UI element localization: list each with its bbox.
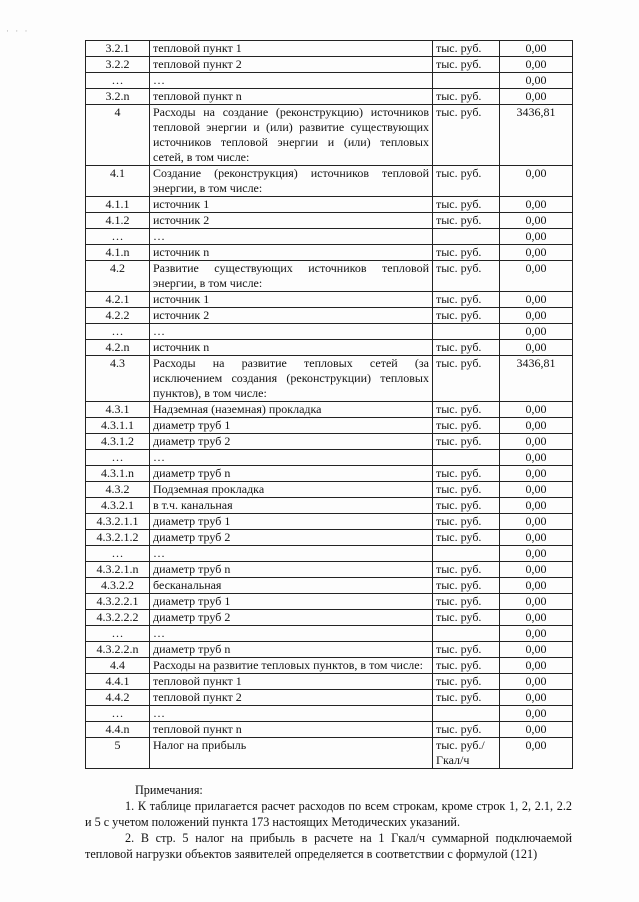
row-value: 0,00 <box>500 578 573 594</box>
row-name: источник n <box>150 245 433 261</box>
table-row <box>86 308 573 324</box>
row-unit: тыс. руб. <box>433 482 500 498</box>
row-value: 0,00 <box>500 229 573 245</box>
table-row <box>86 245 573 261</box>
row-value: 0,00 <box>500 434 573 450</box>
row-value: 0,00 <box>500 308 573 324</box>
note-2: 2. В стр. 5 налог на прибыль в расчете на 1 Гкал/ч суммарной подключаемой тепловой нагрузки объектов заявителей определяется в соответствии с формулой (121) <box>85 831 572 861</box>
row-unit: тыс. руб. <box>433 498 500 514</box>
row-unit: тыс. руб. <box>433 356 500 402</box>
row-value: 0,00 <box>500 57 573 73</box>
row-name: тепловой пункт 2 <box>150 57 433 73</box>
table-row <box>86 594 573 610</box>
row-number: 3.2.1 <box>86 41 150 57</box>
row-name: … <box>150 73 433 89</box>
row-name: диаметр труб 2 <box>150 610 433 626</box>
row-name: диаметр труб 2 <box>150 434 433 450</box>
table-row <box>86 722 573 738</box>
row-number: 4.3.1.n <box>86 466 150 482</box>
table-row <box>86 166 573 197</box>
row-name: … <box>150 706 433 722</box>
row-value: 0,00 <box>500 166 573 197</box>
row-value: 0,00 <box>500 722 573 738</box>
row-unit: тыс. руб. <box>433 578 500 594</box>
table-row <box>86 450 573 466</box>
row-name: Подземная прокладка <box>150 482 433 498</box>
row-value: 0,00 <box>500 658 573 674</box>
row-name: бесканальная <box>150 578 433 594</box>
row-value: 0,00 <box>500 562 573 578</box>
row-number: 3.2.n <box>86 89 150 105</box>
table-row <box>86 261 573 292</box>
row-number: 4.3.1.2 <box>86 434 150 450</box>
row-name: диаметр труб n <box>150 466 433 482</box>
table-row <box>86 402 573 418</box>
row-name: … <box>150 626 433 642</box>
row-number: 5 <box>86 738 150 769</box>
row-unit <box>433 229 500 245</box>
table-row <box>86 706 573 722</box>
row-name: Налог на прибыль <box>150 738 433 769</box>
row-number: … <box>86 229 150 245</box>
row-value: 0,00 <box>500 213 573 229</box>
row-name: Надземная (наземная) прокладка <box>150 402 433 418</box>
row-value: 0,00 <box>500 324 573 340</box>
row-number: 4.4.2 <box>86 690 150 706</box>
row-value: 3436,81 <box>500 356 573 402</box>
row-unit: тыс. руб. <box>433 642 500 658</box>
row-value: 0,00 <box>500 450 573 466</box>
row-value: 0,00 <box>500 498 573 514</box>
row-number: 4 <box>86 105 150 166</box>
row-value: 0,00 <box>500 738 573 769</box>
row-value: 0,00 <box>500 546 573 562</box>
row-value: 0,00 <box>500 89 573 105</box>
row-name: Расходы на развитие тепловых сетей (за исключением создания (реконструкции) тепловых пунктов), в том числе: <box>150 356 433 402</box>
row-value: 0,00 <box>500 690 573 706</box>
notes-header: Примечания: <box>135 783 203 797</box>
row-unit: тыс. руб. <box>433 340 500 356</box>
row-value: 0,00 <box>500 626 573 642</box>
row-number: 4.3.1 <box>86 402 150 418</box>
row-value: 0,00 <box>500 292 573 308</box>
row-name: источник 1 <box>150 292 433 308</box>
row-name: диаметр труб 1 <box>150 594 433 610</box>
row-number: 4.3.2.2 <box>86 578 150 594</box>
table-row <box>86 514 573 530</box>
row-number: 4.4.n <box>86 722 150 738</box>
table-row <box>86 466 573 482</box>
row-value: 0,00 <box>500 594 573 610</box>
table-row <box>86 498 573 514</box>
table-row <box>86 562 573 578</box>
row-number: 3.2.2 <box>86 57 150 73</box>
row-number: 4.3.2.1.2 <box>86 530 150 546</box>
row-number: 4.1.1 <box>86 197 150 213</box>
row-name: диаметр труб 1 <box>150 418 433 434</box>
row-unit: тыс. руб. <box>433 562 500 578</box>
table-row <box>86 73 573 89</box>
row-name: источник 2 <box>150 213 433 229</box>
table-row <box>86 89 573 105</box>
table-row <box>86 738 573 769</box>
row-unit: тыс. руб. <box>433 213 500 229</box>
row-number: 4.3.2.2.2 <box>86 610 150 626</box>
row-name: … <box>150 229 433 245</box>
row-name: тепловой пункт n <box>150 89 433 105</box>
row-name: Расходы на создание (реконструкцию) источников тепловой энергии и (или) развитие существующих источников тепловой энергии и (или) тепловых сетей, в том числе: <box>150 105 433 166</box>
table-row <box>86 197 573 213</box>
table-row <box>86 418 573 434</box>
row-name: тепловой пункт 1 <box>150 41 433 57</box>
table-row <box>86 658 573 674</box>
row-unit: тыс. руб. <box>433 166 500 197</box>
row-unit: тыс. руб. <box>433 610 500 626</box>
row-unit: тыс. руб. <box>433 658 500 674</box>
table-row <box>86 530 573 546</box>
row-number: 4.3 <box>86 356 150 402</box>
row-value: 0,00 <box>500 402 573 418</box>
row-number: 4.2.1 <box>86 292 150 308</box>
row-value: 0,00 <box>500 674 573 690</box>
row-name: Развитие существующих источников тепловой энергии, в том числе: <box>150 261 433 292</box>
row-number: 4.1 <box>86 166 150 197</box>
row-name: … <box>150 450 433 466</box>
row-unit: тыс. руб. <box>433 674 500 690</box>
row-number: … <box>86 626 150 642</box>
row-number: 4.3.2.2.n <box>86 642 150 658</box>
row-number: … <box>86 324 150 340</box>
row-unit <box>433 450 500 466</box>
notes-section <box>85 782 572 862</box>
row-value: 3436,81 <box>500 105 573 166</box>
row-value: 0,00 <box>500 261 573 292</box>
row-unit: тыс. руб. <box>433 722 500 738</box>
row-name: в т.ч. канальная <box>150 498 433 514</box>
row-number: 4.2.2 <box>86 308 150 324</box>
row-unit <box>433 324 500 340</box>
table-row <box>86 626 573 642</box>
table-row <box>86 324 573 340</box>
row-unit: тыс. руб. <box>433 466 500 482</box>
row-number: 4.1.2 <box>86 213 150 229</box>
row-name: … <box>150 546 433 562</box>
row-value: 0,00 <box>500 530 573 546</box>
row-name: … <box>150 324 433 340</box>
table-row <box>86 546 573 562</box>
note-1: 1. К таблице прилагается расчет расходов по всем строкам, кроме строк 1, 2, 2.1, 2.2 и 5 с учетом положений пункта 173 настоящих Методических указаний. <box>85 799 572 829</box>
row-name: тепловой пункт 1 <box>150 674 433 690</box>
row-name: источник 2 <box>150 308 433 324</box>
row-unit: тыс. руб. <box>433 105 500 166</box>
row-value: 0,00 <box>500 245 573 261</box>
row-number: 4.3.2.2.1 <box>86 594 150 610</box>
row-unit: тыс. руб. <box>433 530 500 546</box>
table-row <box>86 674 573 690</box>
row-unit: тыс. руб. <box>433 292 500 308</box>
row-name: Создание (реконструкция) источников тепловой энергии, в том числе: <box>150 166 433 197</box>
row-unit: тыс. руб. <box>433 690 500 706</box>
row-value: 0,00 <box>500 466 573 482</box>
row-number: 4.3.2.1 <box>86 498 150 514</box>
table-row <box>86 340 573 356</box>
table-row <box>86 482 573 498</box>
row-value: 0,00 <box>500 706 573 722</box>
row-value: 0,00 <box>500 340 573 356</box>
row-value: 0,00 <box>500 514 573 530</box>
row-name: тепловой пункт 2 <box>150 690 433 706</box>
row-unit: тыс. руб. <box>433 41 500 57</box>
row-name: источник 1 <box>150 197 433 213</box>
row-value: 0,00 <box>500 418 573 434</box>
row-unit: тыс. руб. <box>433 57 500 73</box>
row-unit: тыс. руб. <box>433 594 500 610</box>
row-value: 0,00 <box>500 41 573 57</box>
row-number: 4.1.n <box>86 245 150 261</box>
table-row <box>86 356 573 402</box>
table-row <box>86 41 573 57</box>
row-unit <box>433 546 500 562</box>
row-name: диаметр труб n <box>150 642 433 658</box>
row-unit: тыс. руб. <box>433 89 500 105</box>
row-unit <box>433 626 500 642</box>
table-row <box>86 229 573 245</box>
row-unit: тыс. руб. <box>433 261 500 292</box>
row-number: … <box>86 546 150 562</box>
row-name: тепловой пункт n <box>150 722 433 738</box>
row-unit <box>433 73 500 89</box>
row-unit: тыс. руб. <box>433 514 500 530</box>
row-value: 0,00 <box>500 642 573 658</box>
row-unit: тыс. руб. <box>433 197 500 213</box>
table-row <box>86 213 573 229</box>
row-value: 0,00 <box>500 482 573 498</box>
row-unit: тыс. руб. <box>433 308 500 324</box>
table-row <box>86 610 573 626</box>
row-number: 4.3.1.1 <box>86 418 150 434</box>
row-value: 0,00 <box>500 610 573 626</box>
table-row <box>86 57 573 73</box>
table-row <box>86 105 573 166</box>
row-number: … <box>86 73 150 89</box>
row-value: 0,00 <box>500 73 573 89</box>
row-number: … <box>86 706 150 722</box>
row-number: 4.3.2 <box>86 482 150 498</box>
row-unit: тыс. руб./ Гкал/ч <box>433 738 500 769</box>
table-row <box>86 434 573 450</box>
row-unit: тыс. руб. <box>433 418 500 434</box>
row-number: 4.3.2.1.n <box>86 562 150 578</box>
row-unit <box>433 706 500 722</box>
expenses-table <box>85 40 573 769</box>
row-number: 4.4 <box>86 658 150 674</box>
table-row <box>86 292 573 308</box>
row-name: Расходы на развитие тепловых пунктов, в том числе: <box>150 658 433 674</box>
row-number: … <box>86 450 150 466</box>
row-unit: тыс. руб. <box>433 402 500 418</box>
row-unit: тыс. руб. <box>433 434 500 450</box>
row-value: 0,00 <box>500 197 573 213</box>
table-row <box>86 642 573 658</box>
row-unit: тыс. руб. <box>433 245 500 261</box>
row-name: диаметр труб 2 <box>150 530 433 546</box>
row-number: 4.3.2.1.1 <box>86 514 150 530</box>
row-name: диаметр труб 1 <box>150 514 433 530</box>
table-row <box>86 578 573 594</box>
row-number: 4.4.1 <box>86 674 150 690</box>
scan-mark: · · · <box>6 26 30 36</box>
table-body <box>86 41 573 769</box>
row-number: 4.2 <box>86 261 150 292</box>
row-name: источник n <box>150 340 433 356</box>
row-number: 4.2.n <box>86 340 150 356</box>
row-name: диаметр труб n <box>150 562 433 578</box>
table-row <box>86 690 573 706</box>
